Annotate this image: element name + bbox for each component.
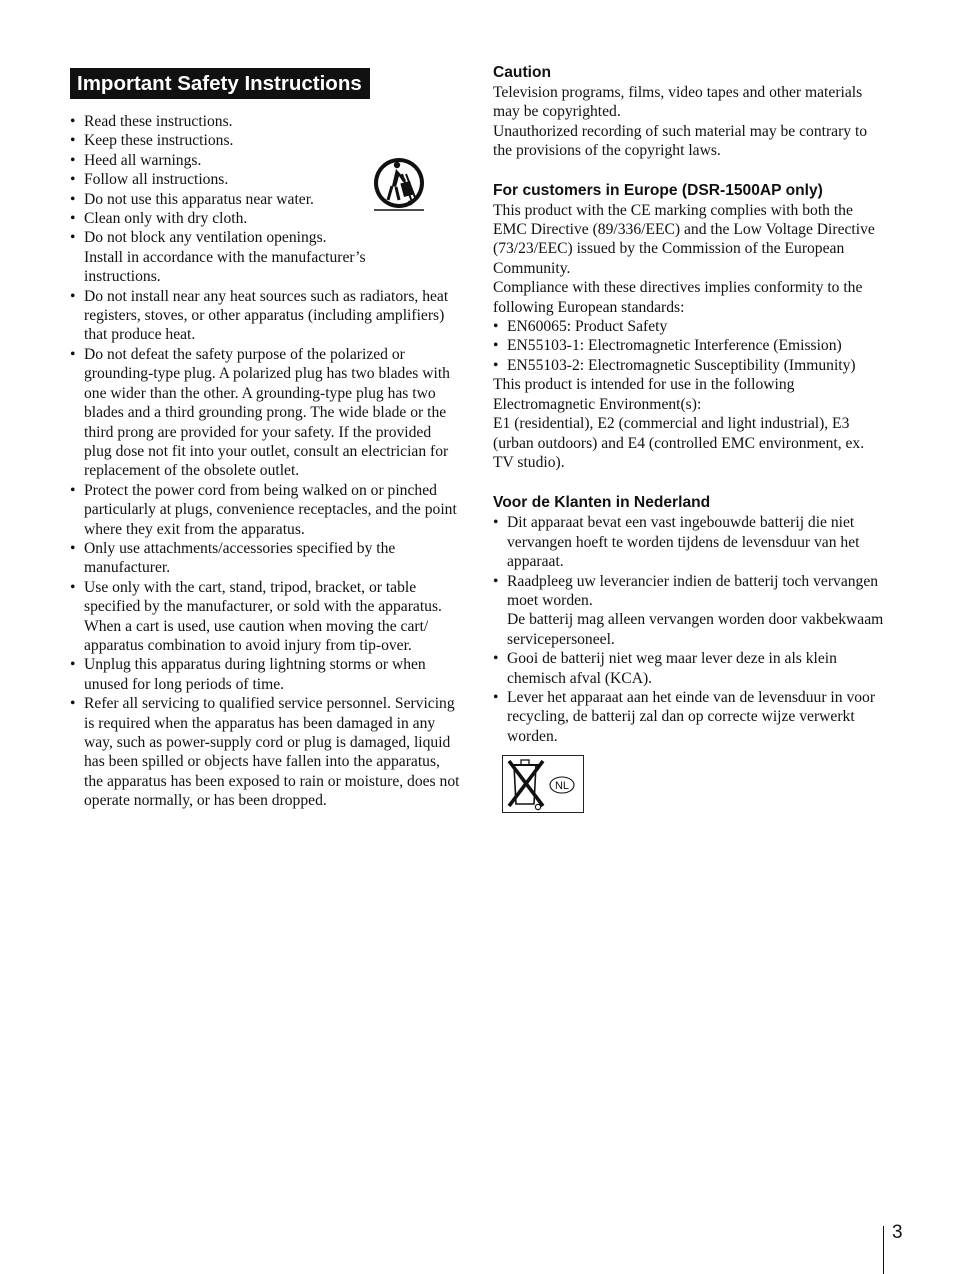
item-line: Heed all warnings.: [84, 151, 202, 169]
nl-badge-label: NL: [554, 780, 570, 793]
list-item: [70, 112, 462, 131]
list-item: [70, 694, 462, 810]
item-line: Do not use this apparatus near water.: [84, 190, 314, 208]
recycling-symbol-box: [502, 755, 584, 813]
europe-paragraph: This product is intended for use in the following Electromagnetic Environment(s):: [493, 376, 795, 413]
list-item: [70, 578, 462, 656]
europe-paragraph: This product with the CE marking complies with both the EMC Directive (89/336/EEC) and the Low Voltage Directive (73/23/EEC) issued by the Commission of the European Community.: [493, 201, 875, 277]
item-line: When a cart is used, use caution when moving the cart/ apparatus combination to avoid injury from tip-over.: [84, 617, 429, 654]
item-line: Install in accordance with the manufacturer’s instructions.: [84, 248, 366, 286]
item-line: De batterij mag alleen vervangen worden door vakbekwaam servicepersoneel.: [507, 611, 884, 648]
list-item: [70, 345, 462, 481]
europe-paragraph: Compliance with these directives implies conformity to the following European standards:: [493, 279, 863, 316]
list-item: [70, 287, 462, 345]
list-item: • EN55103-1: Electromagnetic Interference (Emission): [493, 336, 888, 355]
caution-paragraph: Television programs, films, video tapes and other materials may be copyrighted.: [493, 84, 863, 121]
item-line: Read these instructions.: [84, 113, 233, 130]
netherlands-list: [493, 513, 888, 746]
list-item: • EN55103-2: Electromagnetic Susceptibility (Immunity): [493, 356, 888, 375]
item-line: Gooi de batterij niet weg maar lever deze in als klein chemisch afval (KCA).: [507, 650, 837, 687]
list-item: [493, 513, 888, 571]
notices-column: [493, 63, 888, 813]
item-line: Unplug this apparatus during lightning storms or when unused for long periods of time.: [84, 656, 426, 693]
caution-paragraph: Unauthorized recording of such material may be contrary to the provisions of the copyright laws.: [493, 122, 868, 160]
list-item: [493, 649, 888, 688]
list-item: [70, 131, 462, 150]
list-item: [493, 572, 888, 650]
item-line: Only use attachments/accessories specified by the manufacturer.: [84, 539, 396, 577]
item-line: Refer all servicing to qualified service personnel. Servicing is required when the apparatus has been damaged in any way, such as power-supply cord or plug is damaged, liquid has been spilled or objects have fallen into the apparatus, the apparatus has been exposed to rain or moisture, does not operate normally, or has been dropped.: [84, 695, 460, 810]
item-line: Follow all instructions.: [84, 171, 229, 189]
netherlands-heading: Voor de Klanten in Nederland: [493, 494, 711, 512]
item-line: Lever het apparaat aan het einde van de levensduur in voor recycling, de batterij zal dan op correcte wijze verwerkt worden.: [507, 688, 876, 745]
page-number-rule: [883, 1226, 884, 1274]
item-line: • Raadpleeg uw leverancier indien de batterij toch vervangen moet worden.: [507, 572, 879, 609]
list-item: [70, 228, 462, 286]
section-title: Important Safety Instructions: [70, 68, 370, 99]
safety-instruction-list: [70, 112, 462, 811]
list-item: [70, 655, 462, 694]
item-line: Do not install near any heat sources such as radiators, heat registers, stoves, or other apparatus (including amplifiers) that produce heat.: [84, 287, 449, 344]
list-item: [70, 539, 462, 578]
cart-tipover-warning-icon: [372, 156, 426, 212]
europe-standards-list: [493, 317, 888, 375]
page-number: 3: [892, 1222, 903, 1243]
item-line: Clean only with dry cloth.: [84, 210, 248, 228]
caution-heading: Caution: [493, 64, 552, 81]
item-line: Protect the power cord from being walked on or pinched particularly at plugs, convenience receptacles, and the point where they exit from the apparatus.: [84, 481, 457, 538]
crossed-bin-icon: [503, 756, 583, 812]
item-line: • Use only with the cart, stand, tripod, bracket, or table specified by the manufacturer, or sold with the apparatus.: [84, 578, 442, 616]
list-item: • EN60065: Product Safety: [493, 317, 888, 336]
item-line: • Do not block any ventilation openings.: [84, 229, 327, 247]
item-line: Dit apparaat bevat een vast ingebouwde batterij die niet vervangen hoeft te worden tijdens de levensduur van het apparaat.: [507, 514, 860, 571]
europe-paragraph: E1 (residential), E2 (commercial and light industrial), E3 (urban outdoors) and E4 (controlled EMC environment, ex. TV studio).: [493, 415, 865, 471]
item-line: Keep these instructions.: [84, 132, 234, 150]
europe-heading: For customers in Europe (DSR-1500AP only): [493, 181, 823, 199]
list-item: [70, 481, 462, 539]
list-item: [493, 688, 888, 746]
item-line: Do not defeat the safety purpose of the polarized or grounding-type plug. A polarized plug has two blades with one wider than the other. A grounding-type plug has two blades and a third grounding prong. The wide blade or the third prong are provided for your safety. If the provided plug dose not fit into your outlet, consult an electrician for replacement of the obsolete outlet.: [84, 345, 450, 480]
